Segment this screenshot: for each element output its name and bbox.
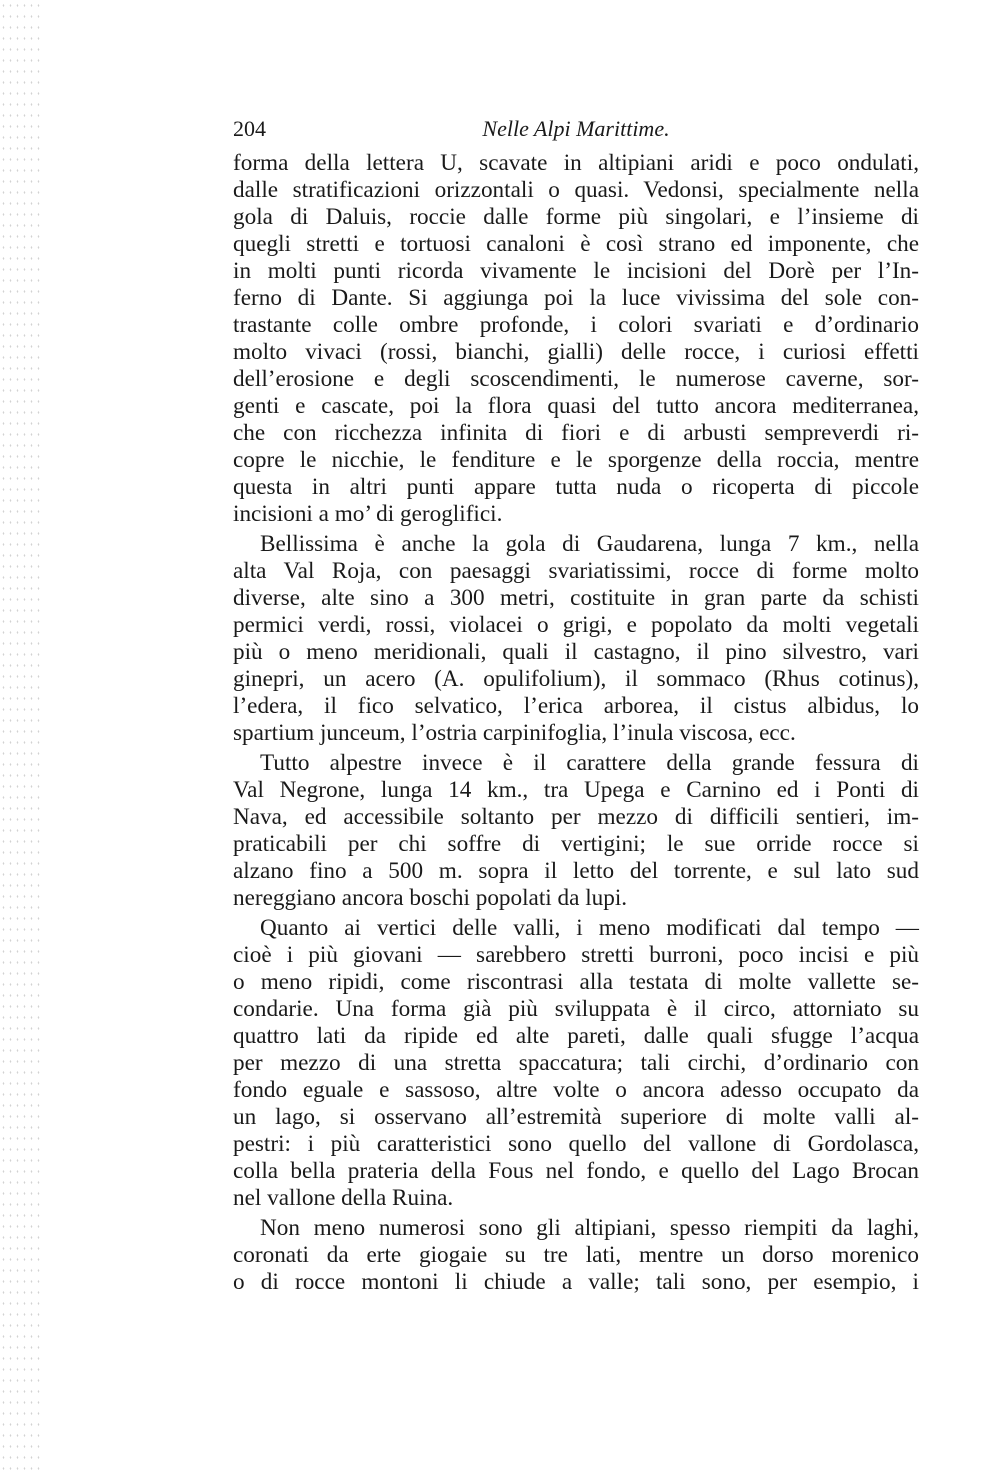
paragraph-4	[233, 915, 919, 1212]
text-line: condarie. Una forma già più sviluppata è il circo, attorniato su	[233, 996, 919, 1022]
text-line: Bellissima è anche la gola di Gaudarena, lunga 7 km., nella	[260, 531, 919, 557]
text-line: coronati da erte giogaie su tre lati, mentre un dorso morenico	[233, 1242, 919, 1268]
text-line: colla bella prateria della Fous nel fondo, e quello del Lago Brocan	[233, 1158, 919, 1184]
body-text	[233, 150, 919, 1296]
text-line: o meno ripidi, come riscontrasi alla testata di molte vallette se-	[233, 969, 919, 995]
scan-margin-specks	[0, 0, 40, 1474]
text-line: Tutto alpestre invece è il carattere della grande fessura di	[260, 750, 919, 776]
text-line: Quanto ai vertici delle valli, i meno modificati dal tempo —	[260, 915, 919, 941]
text-line: o di rocce montoni li chiude a valle; tali sono, per esempio, i	[233, 1269, 919, 1295]
page-number: 204	[233, 116, 266, 141]
text-line: incisioni a mo’ di geroglifici.	[233, 501, 503, 527]
text-line: dell’erosione e degli scoscendimenti, le numerose caverne, sor-	[233, 366, 919, 392]
text-line: Nava, ed accessibile soltanto per mezzo di difficili sentieri, im-	[233, 804, 919, 830]
text-line: più o meno meridionali, quali il castagno, il pino silvestro, vari	[233, 639, 919, 665]
text-line: quattro lati da ripide ed alte pareti, dalle quali sfugge l’acqua	[233, 1023, 919, 1049]
text-line: che con ricchezza infinita di fiori e di arbusti sempreverdi ri-	[233, 420, 919, 446]
text-line: alzano fino a 500 m. sopra il letto del torrente, e sul lato sud	[233, 858, 919, 884]
book-page	[233, 116, 919, 1296]
text-line: pestri: i più caratteristici sono quello del vallone di Gordolasca,	[233, 1131, 919, 1157]
paragraph-2	[233, 531, 919, 747]
text-line: ginepri, un acero (A. opulifolium), il sommaco (Rhus cotinus),	[233, 666, 919, 692]
text-line: diverse, alte sino a 300 metri, costituite in gran parte da schisti	[233, 585, 919, 611]
text-line: nel vallone della Ruina.	[233, 1185, 454, 1211]
running-title: Nelle Alpi Marittime.	[482, 116, 670, 141]
text-line: nereggiano ancora boschi popolati da lupi.	[233, 885, 628, 911]
text-line: fondo eguale e sassoso, altre volte o ancora adesso occupato da	[233, 1077, 919, 1103]
text-line: dalle stratificazioni orizzontali o quasi. Vedonsi, specialmente nella	[233, 177, 919, 203]
text-line: Non meno numerosi sono gli altipiani, spesso riempiti da laghi,	[260, 1215, 919, 1241]
text-line: permici verdi, rossi, violacei o grigi, e popolato da molti vegetali	[233, 612, 919, 638]
text-line: in molti punti ricorda vivamente le incisioni del Dorè per l’In-	[233, 258, 919, 284]
text-line: forma della lettera U, scavate in altipiani aridi e poco ondulati,	[233, 150, 919, 176]
text-line: alta Val Roja, con paesaggi svariatissimi, rocce di forme molto	[233, 558, 919, 584]
page-header	[233, 116, 919, 150]
text-line: quegli stretti e tortuosi canaloni è così strano ed imponente, che	[233, 231, 919, 257]
text-line: l’edera, il fico selvatico, l’erica arborea, il cistus albidus, lo	[233, 693, 919, 719]
paragraph-5	[233, 1215, 919, 1296]
text-line: ferno di Dante. Si aggiunga poi la luce vivissima del sole con-	[233, 285, 919, 311]
text-line: questa in altri punti appare tutta nuda o ricoperta di piccole	[233, 474, 919, 500]
text-line: spartium junceum, l’ostria carpinifoglia, l’inula viscosa, ecc.	[233, 720, 796, 746]
text-line: gola di Daluis, roccie dalle forme più singolari, e l’insieme di	[233, 204, 919, 230]
paragraph-3	[233, 750, 919, 912]
text-line: cioè i più giovani — sarebbero stretti burroni, poco incisi e più	[233, 942, 919, 968]
text-line: Val Negrone, lunga 14 km., tra Upega e Carnino ed i Ponti di	[233, 777, 919, 803]
text-line: molto vivaci (rossi, bianchi, gialli) delle rocce, i curiosi effetti	[233, 339, 919, 365]
text-line: praticabili per chi soffre di vertigini; le sue orride rocce si	[233, 831, 919, 857]
text-line: copre le nicchie, le fenditure e le sporgenze della roccia, mentre	[233, 447, 919, 473]
text-line: un lago, si osservano all’estremità superiore di molte valli al-	[233, 1104, 919, 1130]
text-line: genti e cascate, poi la flora quasi del tutto ancora mediterranea,	[233, 393, 919, 419]
paragraph-1	[233, 150, 919, 528]
text-line: per mezzo di una stretta spaccatura; tali circhi, d’ordinario con	[233, 1050, 919, 1076]
text-line: trastante colle ombre profonde, i colori svariati e d’ordinario	[233, 312, 919, 338]
